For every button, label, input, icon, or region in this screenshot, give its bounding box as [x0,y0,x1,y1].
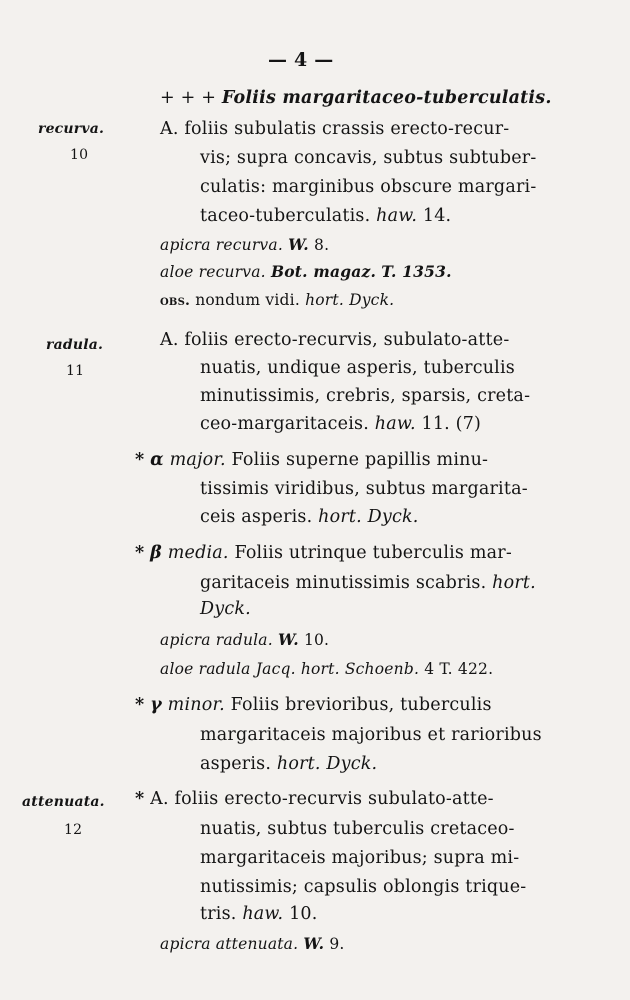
description-text: asperis. [200,754,272,774]
synonym-number: 9. [329,935,345,953]
synonym-author: Bot. magaz. [270,262,377,281]
description-line: margaritaceis majoribus; supra mi- [200,848,520,868]
reference-author: haw. [242,904,284,924]
description-line [200,902,318,926]
synonym-name: apicra recurva. [160,236,283,254]
synonym-number: 8. [314,236,330,254]
description-line [160,117,509,141]
synonym-line [160,233,329,257]
description-line: tissimis viridibus, subtus margarita- [200,479,528,499]
description-line: margaritaceis majoribus et rarioribus [200,725,542,745]
heading-marks: + + + [160,88,217,108]
synonym-line [160,628,329,652]
star-mark: * [135,450,145,470]
variety-name: major. [169,450,226,470]
description-text: garitaceis minutissimis scabris. [200,573,487,593]
synonym-name: aloe recurva. [160,263,266,281]
variety-letter: γ [150,695,162,715]
variety-line [135,541,512,565]
description-text: Foliis utrinque tuberculis mar- [234,543,512,563]
reference-author: haw. [376,206,418,226]
page-number: — 4 — [268,49,334,71]
description-text: taceo-tuberculatis. [200,206,371,226]
description-line [160,328,509,352]
variety-name: minor. [167,695,225,715]
description-line [200,505,419,529]
variety-line [135,448,488,472]
synonym-line [160,260,452,284]
reference-number: 10. [289,904,318,924]
description-text: ceis asperis. [200,507,313,527]
variety-name: media. [167,543,229,563]
reference-author: hort. Dyck. [276,754,378,774]
synonym-name: aloe radula [160,660,251,678]
margin-species-name: radula. [46,337,104,353]
description-text: foliis erecto-recurvis, subulato-atte- [184,330,510,350]
synonym-number: T. 1353. [381,262,452,281]
margin-species-name: attenuata. [22,794,105,810]
synonym-number: 4 T. 422. [424,660,494,678]
synonym-line [160,657,493,681]
entry-label: A. [160,119,179,139]
description-line [200,412,481,436]
observation-reference: hort. Dyck. [305,291,395,309]
reference-number: 11. (7) [421,414,482,434]
synonym-author: Jacq. hort. Schoenb. [255,660,420,678]
description-line [200,571,536,595]
star-mark: * [135,543,145,563]
reference-author: hort. [492,573,536,593]
description-line [200,204,451,228]
description-line: nuatis, subtus tuberculis cretaceo- [200,819,515,839]
variety-letter: α [150,450,164,470]
variety-letter: β [150,543,162,563]
star-mark: * [135,789,145,809]
description-text: foliis subulatis crassis erecto-recur- [184,119,510,139]
synonym-number: 10. [303,631,330,649]
synonym-line [160,932,345,956]
description-text: Foliis superne papillis minu- [231,450,489,470]
synonym-author: W. [288,235,309,254]
reference-number: 14. [422,206,452,226]
description-text: ceo-margaritaceis. [200,414,369,434]
reference-author: haw. [374,414,416,434]
reference-author: hort. Dyck. [318,507,419,527]
margin-species-number: 12 [64,822,83,838]
observation-line [160,288,394,313]
synonym-author: W. [303,934,325,953]
description-line [135,787,494,811]
section-heading [160,86,552,110]
entry-label: A. [160,330,179,350]
observation-label: obs. [160,293,191,309]
description-line: minutissimis, crebris, sparsis, creta- [200,386,531,406]
variety-line [135,693,492,717]
description-text: Foliis brevioribus, tuberculis [230,695,492,715]
reference-line: Dyck. [200,599,251,619]
margin-species-name: recurva. [38,121,105,137]
description-line: culatis: marginibus obscure margari- [200,177,537,197]
description-text: foliis erecto-recurvis subulato-atte- [174,789,494,809]
description-line: nuatis, undique asperis, tuberculis [200,358,515,378]
description-line [200,752,377,776]
margin-species-number: 10 [70,147,89,163]
description-line: nutissimis; capsulis oblongis trique- [200,877,527,897]
description-line: vis; supra concavis, subtus subtuber- [200,148,537,168]
synonym-name: apicra radula. [160,631,273,649]
synonym-name: apicra attenuata. [160,935,299,953]
margin-species-number: 11 [66,363,85,379]
entry-label: A. [150,789,169,809]
star-mark: * [135,695,145,715]
heading-text: Foliis margaritaceo-tuberculatis. [221,88,552,108]
synonym-author: W. [278,630,299,649]
description-text: tris. [200,904,237,924]
observation-text: nondum vidi. [195,291,300,309]
